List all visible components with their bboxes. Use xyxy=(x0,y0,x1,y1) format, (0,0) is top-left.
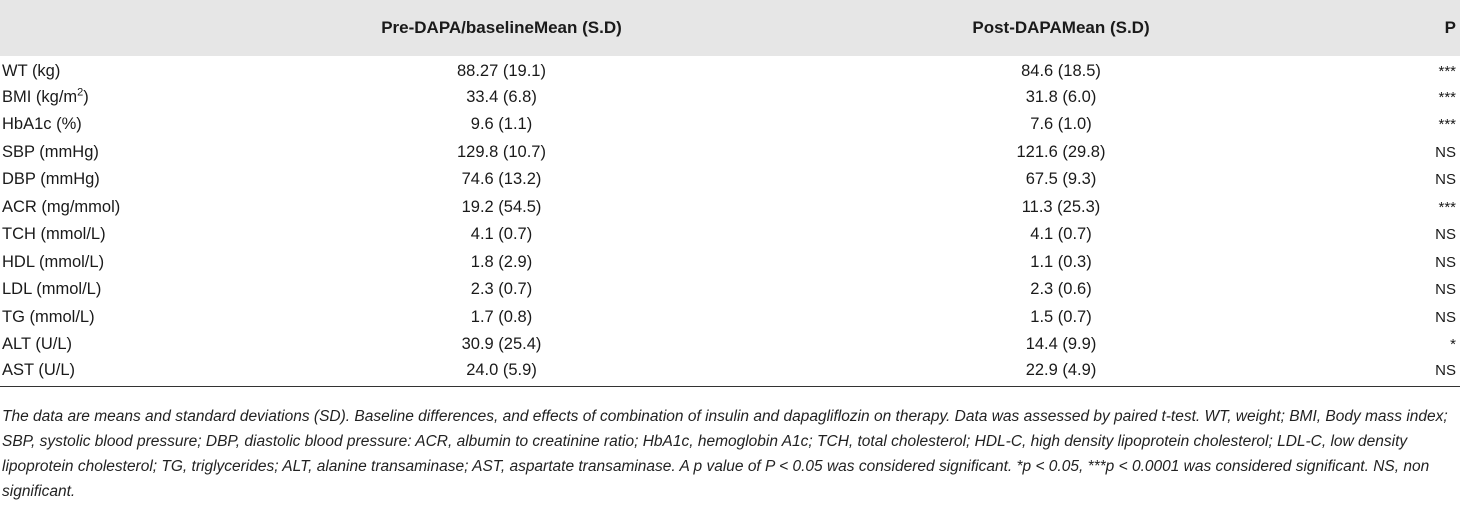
row-label-superscript: 2 xyxy=(77,86,84,99)
row-post-value: 11.3 (25.3) xyxy=(1021,197,1101,216)
row-p-value: NS xyxy=(1435,171,1456,189)
row-label: HDL (mmol/L) xyxy=(2,252,105,271)
row-post-value: 2.3 (0.6) xyxy=(1030,280,1092,299)
row-pre-value: 19.2 (54.5) xyxy=(461,197,542,216)
row-label: AST (U/L) xyxy=(0,359,197,387)
row-p-value: *** xyxy=(1438,198,1456,216)
row-label xyxy=(0,84,197,112)
row-p-value: NS xyxy=(1435,143,1456,161)
row-p-value: * xyxy=(1450,336,1456,354)
table-row xyxy=(0,304,1460,332)
row-label: HbA1c (%) xyxy=(2,115,82,134)
row-post-value: 84.6 (18.5) xyxy=(1021,62,1101,81)
row-label: TCH (mmol/L) xyxy=(2,225,106,244)
row-p-value: *** xyxy=(1438,88,1456,106)
row-post-value: 1.5 (0.7) xyxy=(1030,307,1092,326)
row-pre-value: 1.7 (0.8) xyxy=(470,307,533,326)
table-row xyxy=(0,359,1460,387)
row-label: LDL (mmol/L) xyxy=(2,280,102,299)
row-p-value: *** xyxy=(1438,63,1456,81)
row-p-value: NS xyxy=(1435,308,1456,326)
table-row xyxy=(0,221,1460,249)
table-row xyxy=(0,139,1460,167)
row-post-value: 7.6 (1.0) xyxy=(1030,115,1092,134)
row-pre-value: 9.6 (1.1) xyxy=(470,115,533,134)
row-post-value: 14.4 (9.9) xyxy=(1025,335,1097,354)
row-pre-value: 4.1 (0.7) xyxy=(470,225,533,244)
row-post-value: 4.1 (0.7) xyxy=(1030,225,1092,244)
header-pre-dapa: Pre-DAPA/baselineMean (S.D) xyxy=(381,18,622,37)
table-row xyxy=(0,56,1460,84)
row-pre-value: 24.0 (5.9) xyxy=(197,359,806,387)
header-p-value: P xyxy=(1444,18,1456,37)
row-label: SBP (mmHg) xyxy=(2,142,99,161)
table-row xyxy=(0,166,1460,194)
row-label: ALT (U/L) xyxy=(2,335,72,354)
row-label: WT (kg) xyxy=(2,62,61,81)
table-row xyxy=(0,331,1460,359)
row-p-value: NS xyxy=(1435,281,1456,299)
row-post-value: 22.9 (4.9) xyxy=(806,359,1316,387)
table-row xyxy=(0,111,1460,139)
row-pre-value: 33.4 (6.8) xyxy=(466,87,537,106)
row-post-value: 31.8 (6.0) xyxy=(1025,87,1097,106)
row-pre-value: 88.27 (19.1) xyxy=(457,62,546,81)
row-label-tail: ) xyxy=(83,87,89,106)
row-label: ACR (mg/mmol) xyxy=(2,197,121,216)
table-row xyxy=(0,249,1460,277)
row-label: TG (mmol/L) xyxy=(2,307,95,326)
row-pre-value: 74.6 (13.2) xyxy=(461,170,542,189)
table-footnote: The data are means and standard deviations (SD). Baseline differences, and effects of combination of insulin and dapagliflozin on therapy. Data was assessed by paired t-test. WT, weight; BMI, Body mass index; SBP, systolic blood pressure; DBP, diastolic blood pressure: ACR, albumin to creatinine ratio; HbA1c, hemoglobin A1c; TCH, total cholesterol; HDL-C, high density lipoprotein cholesterol; LDL-C, low density lipoprotein cholesterol; TG, triglycerides; ALT, alanine transaminase; AST, aspartate transaminase. A p value of P < 0.05 was considered significant. *p < 0.05, ***p < 0.0001 was considered significant. NS, non significant. xyxy=(2,408,1448,500)
row-label: DBP (mmHg) xyxy=(2,170,100,189)
row-post-value: 121.6 (29.8) xyxy=(1016,142,1106,161)
table-row xyxy=(0,276,1460,304)
header-label xyxy=(0,0,197,56)
row-p-value: *** xyxy=(1438,116,1456,134)
row-pre-value: 2.3 (0.7) xyxy=(470,280,533,299)
table-row xyxy=(0,84,1460,112)
row-pre-value: 1.8 (2.9) xyxy=(470,252,533,271)
row-pre-value: 30.9 (25.4) xyxy=(461,335,542,354)
header-post-dapa: Post-DAPAMean (S.D) xyxy=(972,18,1150,37)
table-header-row xyxy=(0,0,1460,56)
row-post-value: 1.1 (0.3) xyxy=(1030,252,1092,271)
row-p-value: NS xyxy=(1435,226,1456,244)
row-p-value: NS xyxy=(1316,359,1460,387)
row-p-value: NS xyxy=(1435,253,1456,271)
table-row xyxy=(0,194,1460,222)
row-pre-value: 129.8 (10.7) xyxy=(457,142,546,161)
row-post-value: 67.5 (9.3) xyxy=(1025,170,1097,189)
row-label-main: BMI (kg/m xyxy=(2,87,78,106)
